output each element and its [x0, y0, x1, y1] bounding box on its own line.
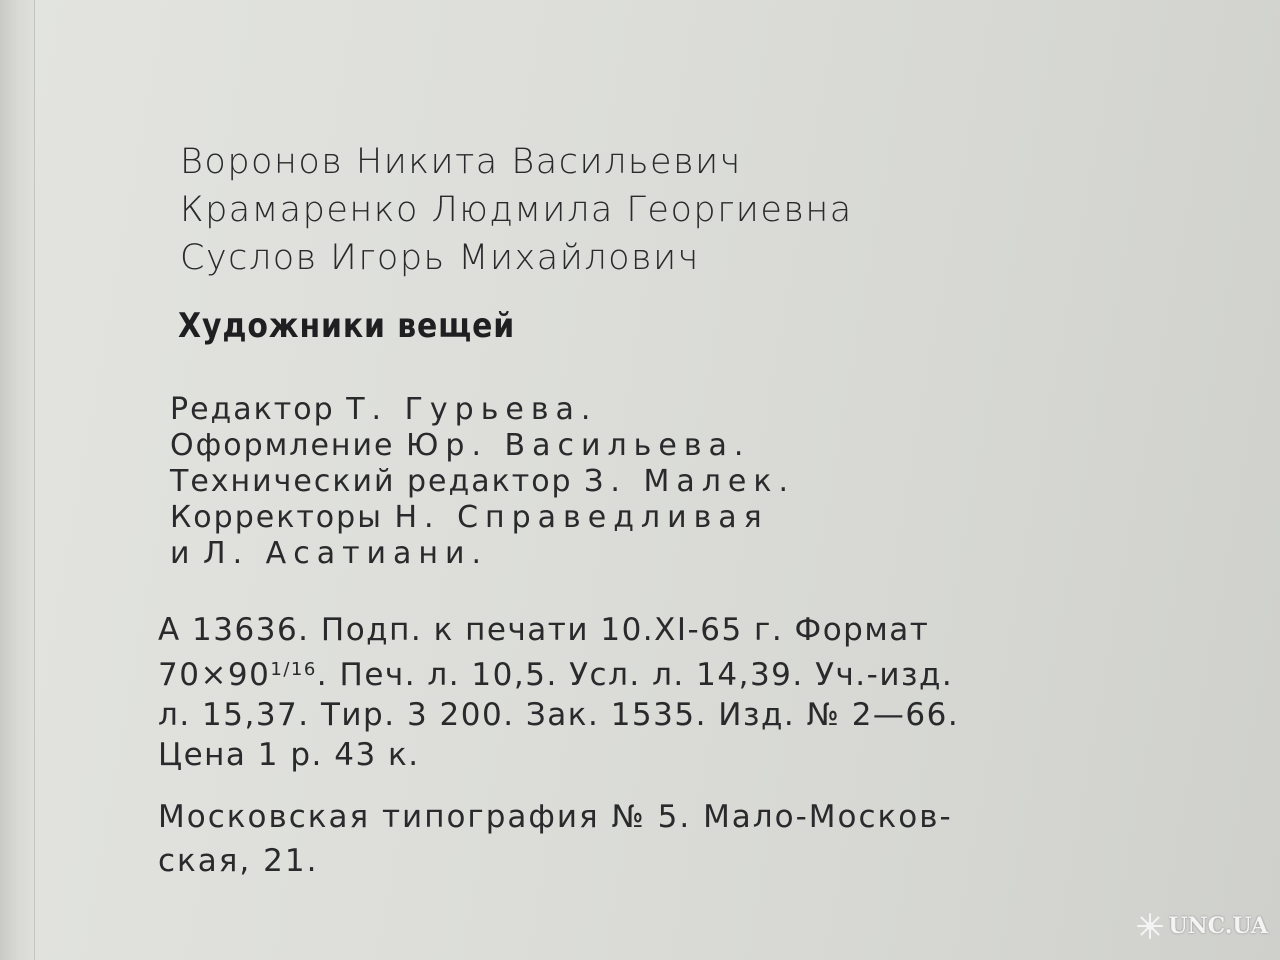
imprint-line: л. 15,37. Тир. 3 200. Зак. 1535. Изд. № 2—66.: [158, 697, 960, 733]
credit-proofreaders-2: [170, 536, 795, 572]
imprint-line: [158, 650, 959, 695]
imprint-block: [158, 610, 959, 775]
star-burst-icon: [1136, 912, 1164, 940]
credit-role: Технический редактор: [170, 464, 573, 499]
watermark-text: UNC.UA: [1168, 913, 1268, 939]
printer-block: [158, 795, 953, 883]
credit-role: Корректоры: [170, 500, 383, 535]
credit-name: Т. Гурьева.: [346, 392, 598, 427]
credits-list: [170, 392, 795, 572]
credit-name: Л. Асатиани.: [203, 536, 489, 571]
credit-proofreaders: [170, 500, 795, 536]
credit-tech-editor: [170, 464, 795, 500]
format-size: 70×90: [158, 657, 271, 693]
credit-name: З. Малек.: [584, 464, 796, 499]
printer-line: ская, 21.: [158, 843, 319, 879]
imprint-line: А 13636. Подп. к печати 10.XI-65 г. Формат: [158, 612, 930, 648]
format-fraction: 1/16: [270, 659, 317, 680]
page-gutter: [0, 0, 35, 960]
author-2: Крамаренко Людмила Георгиевна: [180, 190, 853, 230]
author-1: Воронов Никита Васильевич: [180, 142, 742, 182]
credit-editor: [170, 392, 795, 428]
author-3: Суслов Игорь Михайлович: [180, 238, 700, 278]
authors-list: [158, 138, 853, 282]
credit-design: [170, 428, 795, 464]
credit-role: Оформление: [170, 428, 395, 463]
site-watermark: [1136, 912, 1268, 940]
imprint-text: . Печ. л. 10,5. Усл. л. 14,39. Уч.-изд.: [316, 657, 954, 693]
credit-role: Редактор: [170, 392, 335, 427]
credit-name: Н. Справедливая: [394, 500, 769, 535]
imprint-line: Цена 1 р. 43 к.: [158, 737, 420, 773]
book-title: Художники вещей: [178, 306, 516, 346]
credit-name: Юр. Васильева.: [406, 428, 751, 463]
printer-line: Московская типография № 5. Мало-Москов-: [158, 799, 953, 835]
credit-role: и: [170, 536, 192, 571]
